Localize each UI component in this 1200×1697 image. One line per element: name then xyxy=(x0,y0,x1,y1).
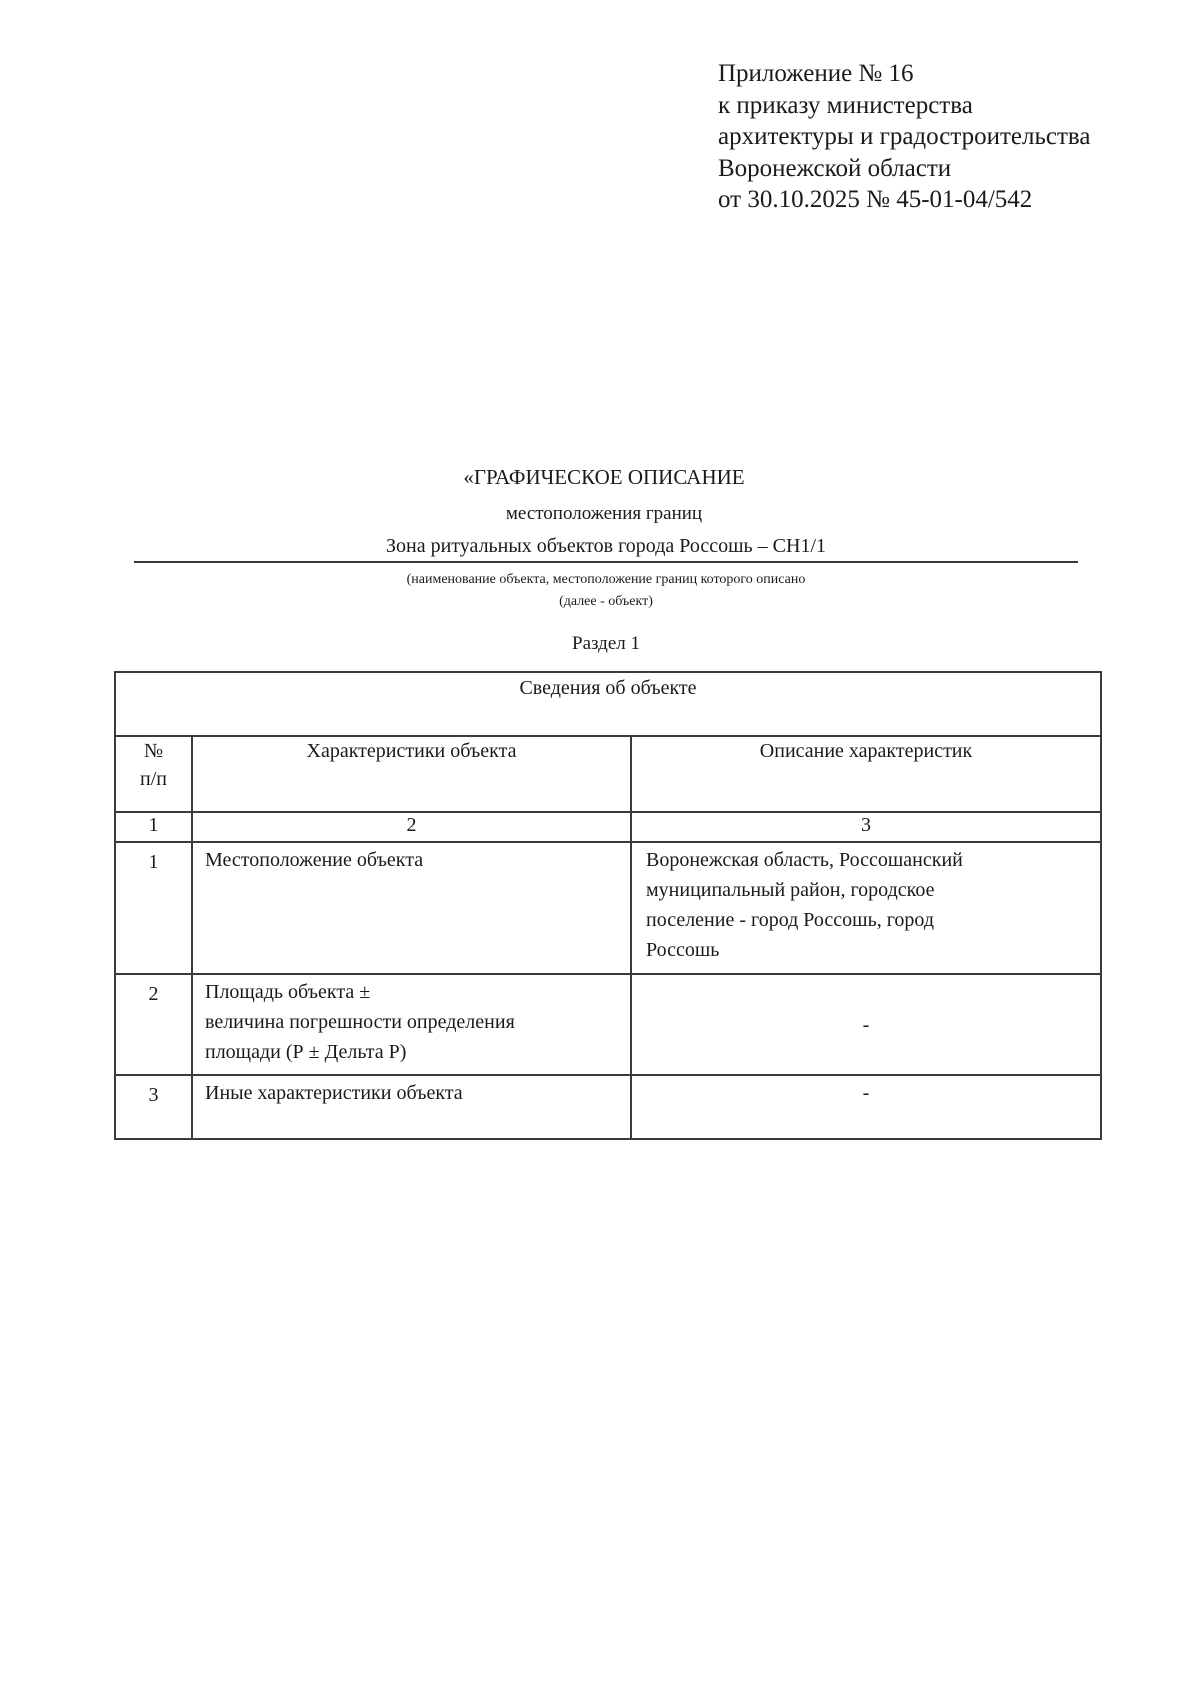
column-number: 2 xyxy=(192,812,631,842)
row-number: 3 xyxy=(115,1075,192,1139)
object-info-table xyxy=(114,671,1102,1140)
object-name: Зона ритуальных объектов города Россошь – СН1/1 xyxy=(134,533,1078,563)
row-characteristic: Местоположение объекта xyxy=(192,842,631,974)
appendix-line: Приложение № 16 xyxy=(718,60,914,87)
characteristic-line: величина погрешности определения xyxy=(205,1011,515,1033)
description-line: Россошь xyxy=(646,939,720,961)
appendix-line: Воронежской области xyxy=(718,154,952,182)
column-number-row xyxy=(115,812,1101,842)
table-row xyxy=(115,1075,1101,1139)
table-row xyxy=(115,974,1101,1075)
row-description xyxy=(631,842,1101,974)
row-characteristic xyxy=(192,974,631,1075)
row-description: - xyxy=(631,974,1101,1075)
header-num-line: № xyxy=(143,740,164,762)
row-number: 2 xyxy=(115,974,192,1075)
document-title: «ГРАФИЧЕСКОЕ ОПИСАНИЕ xyxy=(463,465,745,489)
description-line: поселение - город Россошь, город xyxy=(646,909,935,931)
table-row xyxy=(115,842,1101,974)
row-characteristic: Иные характеристики объекта xyxy=(192,1075,631,1139)
row-description: - xyxy=(631,1075,1101,1139)
appendix-block xyxy=(718,58,1178,216)
characteristic-line: Площадь объекта ± xyxy=(205,981,371,1003)
appendix-line: к приказу министерства xyxy=(718,91,973,119)
object-name-caption xyxy=(0,569,1200,613)
appendix-line: от 30.10.2025 № 45-01-04/542 xyxy=(718,186,1033,213)
table-caption: Сведения об объекте xyxy=(115,672,1101,736)
description-line: муниципальный район, городское xyxy=(646,879,935,901)
table-header-row xyxy=(115,736,1101,812)
characteristic-line: площади (Р ± Дельта Р) xyxy=(205,1041,407,1063)
document-subtitle: местоположения границ xyxy=(505,503,703,524)
caption-line: (наименование объекта, местоположение границ которого описано xyxy=(406,572,806,587)
header-characteristics: Характеристики объекта xyxy=(192,736,631,812)
header-num-line: п/п xyxy=(140,768,167,790)
description-line: Воронежская область, Россошанский xyxy=(646,849,963,871)
table-caption-row xyxy=(115,672,1101,736)
header-num xyxy=(115,736,192,812)
section-label: Раздел 1 xyxy=(572,633,640,654)
caption-line: (далее - объект) xyxy=(559,594,653,609)
row-number: 1 xyxy=(115,842,192,974)
column-number: 1 xyxy=(115,812,192,842)
column-number: 3 xyxy=(631,812,1101,842)
appendix-line: архитектуры и градостроительства xyxy=(718,123,1091,150)
header-description: Описание характеристик xyxy=(631,736,1101,812)
